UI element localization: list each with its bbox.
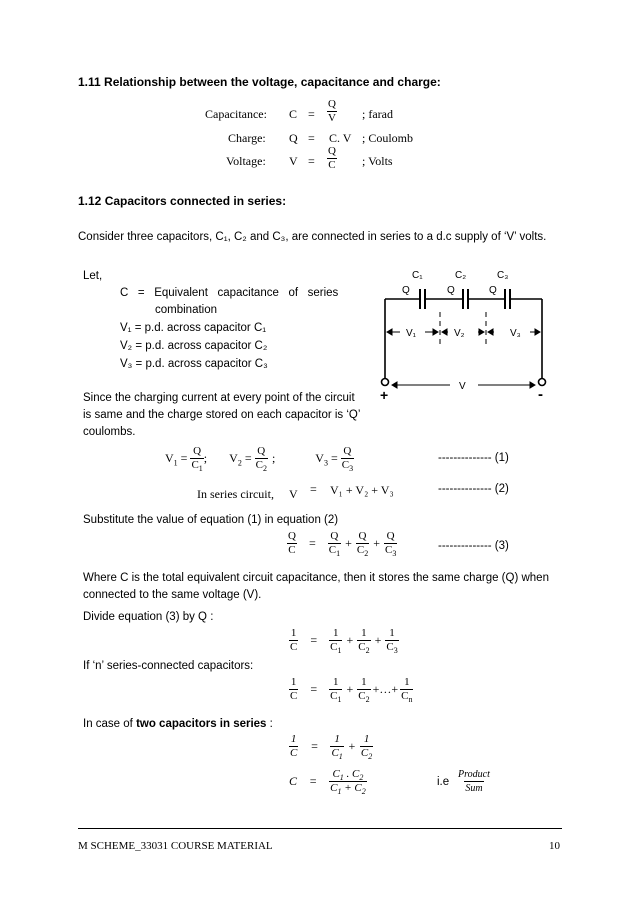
series-circuit-label: In series circuit, — [197, 487, 274, 501]
equation-1: $V_1$ = $\frac{Q}{C_1}$ ; $V_2$ = $\frac{Q}{C_2}$ ; $V_3$ = $\frac{Q}{C_3}$ — [165, 445, 354, 474]
n-series-text: If ‘n’ series-connected capacitors: — [83, 660, 254, 672]
para-line1: Since the charging current at every point of the circuit — [83, 392, 355, 404]
diagram-label-v2: V₂ — [454, 328, 465, 339]
eq2-lhs: V — [289, 487, 298, 501]
diagram-label-q2: Q — [447, 285, 455, 296]
footer-rule — [78, 828, 562, 829]
equation-3: $\frac{Q}{C}$ = $\frac{Q}{C_1}$ + $\frac{Q}{C_2}$ + $\frac{Q}{C_3}$ — [288, 530, 397, 559]
equation-two-capacitance: C = $\frac{C_1 . C_2}{C_1 + C_2}$ — [289, 768, 366, 797]
page-number: 10 — [549, 840, 560, 852]
lhs-v: V — [289, 154, 298, 168]
diagram-label-q3: Q — [489, 285, 497, 296]
two-capacitors-text — [83, 718, 273, 730]
equation-1-tag: -------------- (1) — [438, 452, 509, 464]
series-capacitor-circuit-diagram — [370, 262, 560, 400]
equation-two-reciprocal: $\frac{1}{C}$ = $\frac{1}{C_1}$ + $\frac{1}{C_2}$ — [290, 733, 373, 762]
equation-reciprocal-n: $\frac{1}{C}$ = $\frac{1}{C_1}$ + $\frac{1}{C_2}$ +…+ $\frac{1}{C_n}$ — [290, 676, 413, 705]
diagram-label-c2: C₂ — [455, 270, 467, 281]
eq2-rhs: V₁ + V₂ + V₃ — [330, 483, 394, 497]
equals: = — [310, 482, 317, 496]
para-line2: is same and the charge stored on each capacitor is ‘Q’ — [83, 409, 361, 421]
diagram-label-c3: C₃ — [497, 270, 509, 281]
where-line2: connected to the same voltage (V). — [83, 589, 262, 601]
unit-coulomb: ; Coulomb — [362, 131, 414, 145]
ie-label: i.e — [437, 776, 450, 788]
diagram-label-v1: V₁ — [406, 328, 417, 339]
diagram-label-c1: C₁ — [412, 270, 423, 281]
denominator: C — [328, 159, 336, 171]
equals: = — [308, 154, 315, 168]
def-c-line2: combination — [155, 304, 218, 316]
def-v1: V₁ = p.d. across capacitor C₁ — [120, 322, 267, 334]
label-capacitance: Capacitance: — [205, 107, 267, 121]
where-line1: Where C is the total equivalent circuit capacitance, then it stores the same charge (Q) when — [83, 572, 549, 584]
lhs-c: C — [289, 107, 298, 121]
equals: = — [308, 131, 315, 145]
unit-farad: ; farad — [362, 107, 393, 121]
unit-volts: ; Volts — [362, 154, 393, 168]
two-pre: In case of — [83, 718, 137, 730]
footer-course-title: M SCHEME_33031 COURSE MATERIAL — [78, 840, 273, 852]
positive-terminal — [382, 379, 389, 386]
equation-reciprocal-three: $\frac{1}{C}$ = $\frac{1}{C_1}$ + $\frac{1}{C_2}$ + $\frac{1}{C_3}$ — [290, 627, 398, 656]
equation-3-tag: -------------- (3) — [438, 540, 509, 552]
def-v3: V₃ = p.d. across capacitor C₃ — [120, 358, 268, 370]
denominator: V — [328, 112, 336, 124]
negative-terminal — [539, 379, 546, 386]
lhs-q: Q — [289, 131, 298, 145]
diagram-label-plus: + — [380, 387, 389, 400]
sum-label: Sum — [465, 783, 483, 794]
label-charge: Charge: — [228, 131, 266, 145]
section-heading-1-11: 1.11 Relationship between the voltage, capacitance and charge: — [78, 75, 441, 89]
substitute-text: Substitute the value of equation (1) in equation (2) — [83, 514, 339, 526]
numerator: Q — [328, 145, 336, 157]
expr-cv: C. V — [329, 131, 352, 145]
equals: = — [308, 107, 315, 121]
section-heading-1-12: 1.12 Capacitors connected in series: — [78, 194, 287, 208]
def-v2: V₂ = p.d. across capacitor C₂ — [120, 340, 268, 352]
let-label: Let, — [83, 270, 103, 282]
equation-2-tag: -------------- (2) — [438, 483, 509, 495]
para-line3: coulombs. — [83, 426, 136, 438]
divide-text: Divide equation (3) by Q : — [83, 611, 214, 623]
diagram-label-minus: - — [538, 386, 543, 400]
product-label: Product — [458, 769, 490, 780]
diagram-label-q1: Q — [402, 285, 410, 296]
diagram-label-v: V — [459, 381, 466, 392]
product-over-sum — [457, 768, 491, 795]
fraction-q-over-v — [327, 98, 337, 125]
def-c-line1: C = Equivalent capacitance of series — [120, 287, 339, 299]
label-voltage: Voltage: — [226, 154, 266, 168]
fraction-q-over-c — [327, 145, 337, 172]
diagram-label-v3: V₃ — [510, 328, 521, 339]
two-post: : — [266, 718, 273, 730]
numerator: Q — [328, 98, 336, 110]
intro-paragraph: Consider three capacitors, C₁, C₂ and C₃, are connected in series to a d.c supply of ‘V’ volts. — [78, 231, 547, 243]
two-bold: two capacitors in series — [136, 718, 267, 730]
